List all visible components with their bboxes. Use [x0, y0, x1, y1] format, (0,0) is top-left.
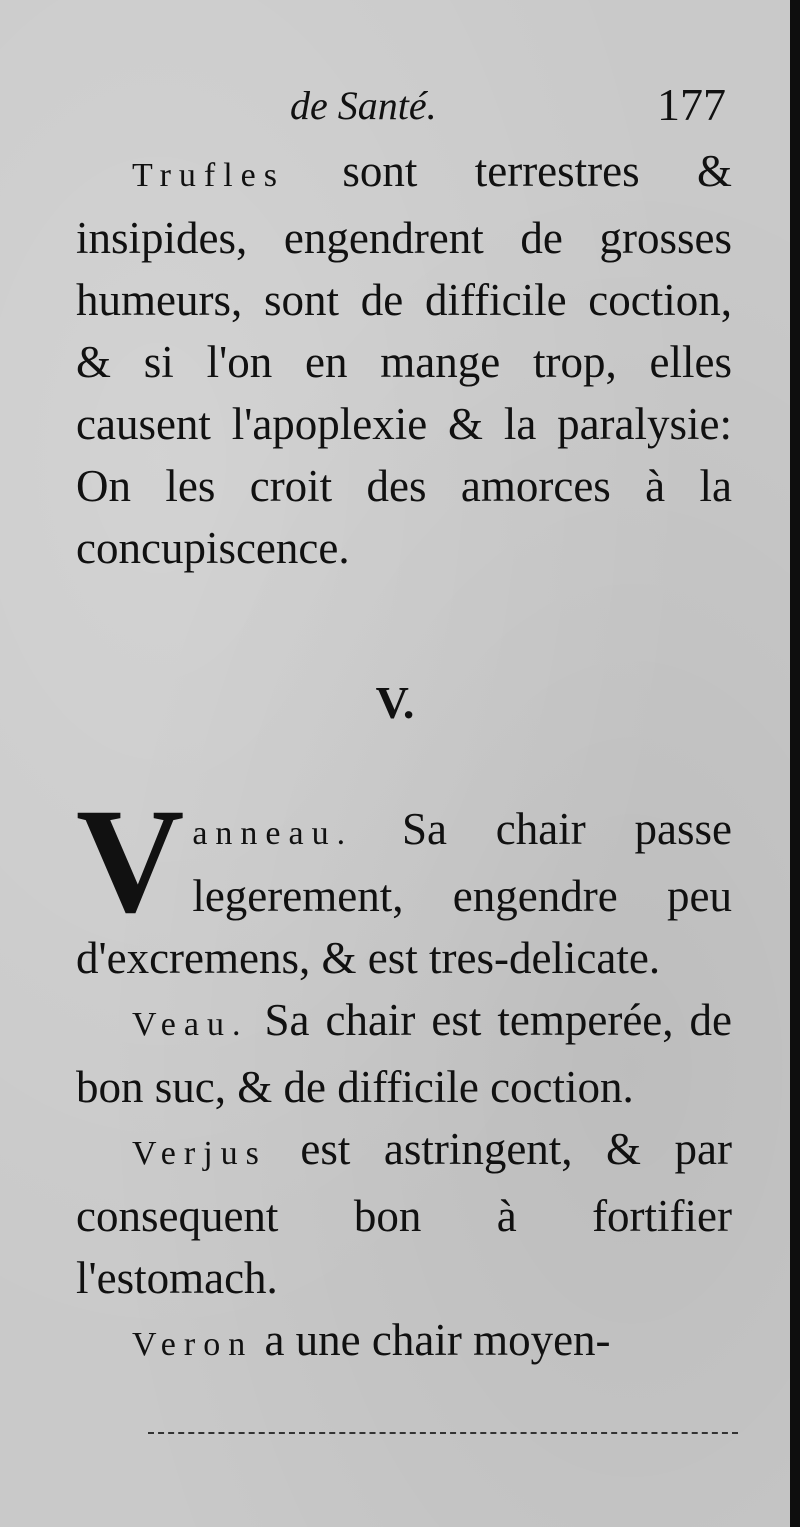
entry-paragraph [76, 989, 732, 1118]
drop-capital: V [76, 778, 185, 944]
section-heading: V. [375, 677, 415, 728]
entry-headword: Veron [132, 1326, 254, 1363]
entry-headword: Verjus [132, 1135, 267, 1172]
entry-verjus [76, 1118, 732, 1309]
page-tail-rule [148, 1432, 738, 1434]
entry-trufles [76, 140, 732, 579]
entry-headword: Veau. [132, 1006, 249, 1043]
entry-vanneau [76, 778, 732, 989]
entry-body: Sa chair est temperée, de bon suc, & de difficile coction. [76, 995, 732, 1112]
text-block-before-section [76, 140, 732, 579]
running-head: de Santé. [290, 83, 437, 128]
page-header [0, 78, 790, 138]
text-block-after-section [76, 778, 732, 1376]
entry-headword: Trufles [132, 157, 285, 194]
entry-veau [76, 989, 732, 1118]
entry-body: est astringent, & par consequent bon à fortifier l'estomach. [76, 1124, 732, 1303]
entry-body: a une chair moyen- [253, 1315, 611, 1365]
page-number: 177 [657, 79, 726, 130]
entry-paragraph [76, 140, 732, 579]
entry-body: sont terrestres & insipides, engendrent de grosses humeurs, sont de difficile coction, & si l'on en mange trop, elles causent l'apoplexie & la paralysie: On les croit des amorces à la concupiscence. [76, 146, 732, 573]
entry-body: Sa chair passe legerement, engendre peu d'excremens, & est tres-delicate. [76, 804, 732, 983]
entry-paragraph [76, 1118, 732, 1309]
page-edge-shadow [790, 0, 800, 1527]
entry-headword: anneau. [192, 815, 354, 852]
entry-veron [76, 1309, 732, 1376]
entry-paragraph [76, 778, 732, 989]
entry-paragraph [76, 1309, 732, 1376]
